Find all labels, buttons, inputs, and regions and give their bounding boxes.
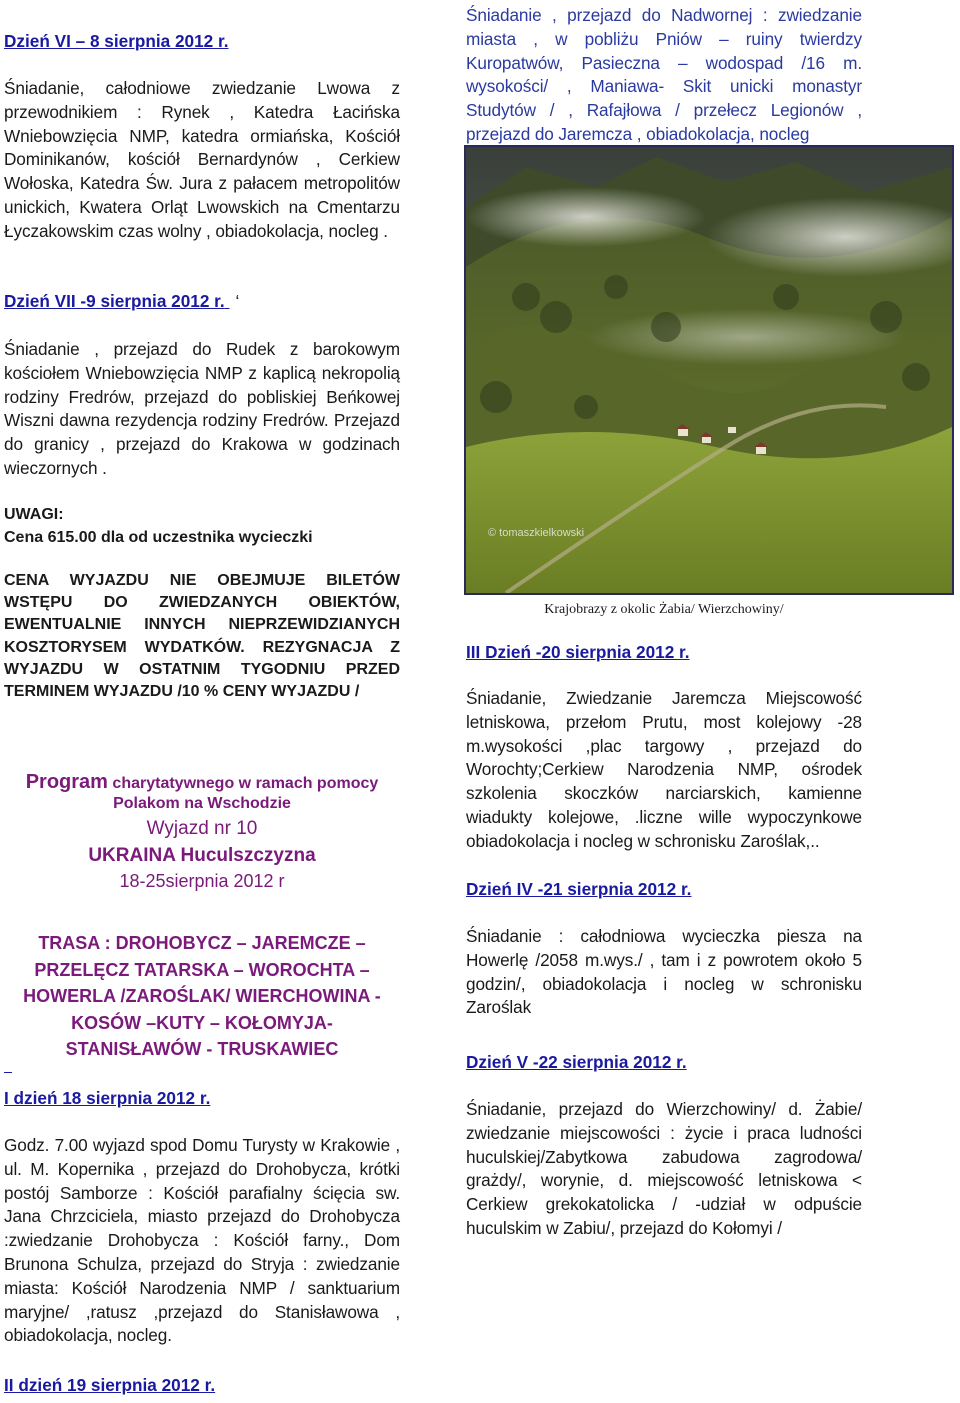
trip-number: Wyjazd nr 10 <box>146 818 258 839</box>
program-title <box>4 770 400 796</box>
day4-text: Śniadanie : całodniowa wycieczka piesza na Howerlę /2058 m.wys./ , tam i z powrotem około 5 godzin/, obiadokolacja i nocleg w schronisku Zaroślak <box>466 926 862 1018</box>
program-subtitle: Polakom na Wschodzie <box>113 795 291 812</box>
day5-heading: Dzień V -22 sierpnia 2012 r. <box>466 1052 687 1072</box>
route-description: TRASA : DROHOBYCZ – JAREMCZE – PRZELĘCZ TATARSKA – WOROCHTA – HOWERLA /ZAROŚLAK/ WIERCHOWINA - KOSÓW –KUTY – KOŁOMYJA- STANISŁAWÓW - TRUSKAWIEC <box>23 933 381 1059</box>
day4-heading: Dzień IV -21 sierpnia 2012 r. <box>466 879 692 899</box>
trip-region: UKRAINA Huculszczyzna <box>88 845 316 866</box>
day7-heading <box>4 290 239 314</box>
uwagi-label: UWAGI: <box>4 506 64 523</box>
day3-text: Śniadanie, Zwiedzanie Jaremcza Miejscowość letniskowa, przełom Prutu, most kolejowy -28 m.wysokości ,plac targowy , przejazd do Worochty;Cerkiew Narodzenia NMP, ośrodek szkolenia skoczków narciarskich, kamienne wiadukty kolejowe, .liczne wille wypoczynkowe obiadokolacja i nocleg w schronisku Zaroślak,.. <box>466 688 862 851</box>
day5-text: Śniadanie, przejazd do Wierzchowiny/ d. Żabie/ zwiedzanie miejscowości : życie i praca ludności huculskiej/Zabytkowa zabudowa zagrodowa/ grażdy/, worynie, d. miejscowość letniskowa < Cerkiew grekokatolicka / -udział w odpuście huculskim w Zabiu/, przejazd do Kołomyi / <box>466 1099 862 1238</box>
trip-dates: 18-25sierpnia 2012 r <box>119 871 285 891</box>
photo-watermark: © tomaszkielkowski <box>488 527 585 539</box>
photo-caption: Krajobrazy z okolic Żabia/ Wierzchowiny/ <box>544 602 784 617</box>
program-big: Program <box>25 771 108 793</box>
day1-text: Godz. 7.00 wyjazd spod Domu Turysty w Krakowie , ul. M. Kopernika , przejazd do Drohobycza, krótki postój Samborze : Kościół parafialny ścięcia sw. Jana Chrzciciela, miasto przejazd do Drohobycza :zwiedzanie Drohobycza : Kościół farny., Dom Brunona Schulza, przejazd do Stryja : zwiedzanie miastа: Kościół Narodzenia NMP / sanktuarium maryjne/ ,ratusz ,przejazd do Stanisławowa , obiadokolacja, nocleg. <box>4 1135 400 1346</box>
day7-heading-text: Dzień VII -9 sierpnia 2012 r. <box>4 291 225 311</box>
day3-heading: III Dzień -20 sierpnia 2012 r. <box>466 642 690 662</box>
day2-heading: II dzień 19 sierpnia 2012 r. <box>4 1375 216 1395</box>
program-rest: charytatywnego w ramach pomocy <box>107 775 379 792</box>
day7-tick: ‘ <box>235 291 240 311</box>
price-line: Cena 615.00 dla od uczestnika wycieczki <box>4 529 313 546</box>
day2-text: Śniadanie , przejazd do Nadwornej : zwiedzanie miasta , w pobliżu Pniów – ruiny twierdzy Kuropatwów, Pasieczna – wodospad /16 m. wysokości/ , Maniawa- Skit unicki monastyr Studytów / , Rafajłowa / przełecz Legionów , przejazd do Jaremcza , obiadokolacja, nocleg <box>466 5 862 144</box>
day6-text: Śniadanie, całodniowe zwiedzanie Lwowa z przewodnikiem : Rynek , Katedra Łacińska Wniebowzięcia NMP, katedra ormiańska, Kościół Dominikanów, kościół Bernardynów , Cerkiew Wołoska, Katedra Św. Jura z pałacem metropolitów unickich, Kwatera Orląt Lwowskich na Cmentarzu Łyczakowskim czas wolny , obiadokolacja, nocleg . <box>4 78 400 241</box>
day6-heading: Dzień VI – 8 sierpnia 2012 r. <box>4 31 229 51</box>
day7-text: Śniadanie , przejazd do Rudek z barokowym kościołem Wniebowzięcia NMP z kaplicą nekropolią rodziny Fredrów, przejazd do pobliskiej Beńkowej Wiszni dawna rezydencja rodziny Fredrów. Przejazd do granicy , przejazd do Krakowa w godzinach wieczornych . <box>4 339 400 478</box>
blank-underline <box>4 1072 12 1073</box>
price-notice: CENA WYJAZDU NIE OBEJMUJE BILETÓW WSTĘPU DO ZWIEDZANYCH OBIEKTÓW, EWENTUALNIE INNYCH NIEPRZEWIDZIANYCH KOSZTORYSEM WYDATKÓW. REZYGNACJA Z WYJAZDU W OSTATNIM TYGODNIU PRZED TERMINEM WYJAZDU /10 % CENY WYJAZDU / <box>4 572 400 701</box>
landscape-photo <box>464 145 954 595</box>
day1-heading: I dzień 18 sierpnia 2012 r. <box>4 1088 211 1108</box>
